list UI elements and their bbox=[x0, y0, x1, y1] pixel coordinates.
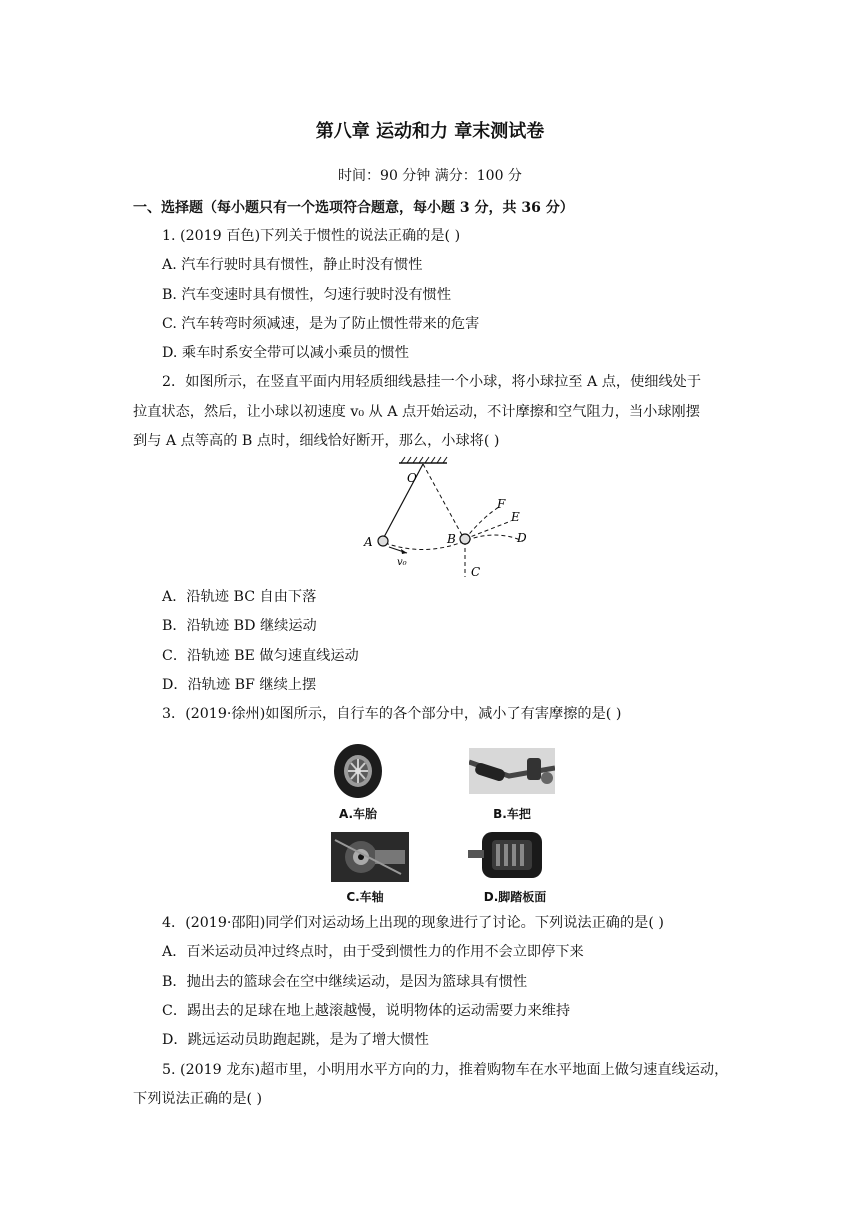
q2-option-b: B．沿轨迹 BD 继续运动 bbox=[162, 618, 317, 634]
q4-stem: 4．(2019·邵阳)同学们对运动场上出现的现象进行了讨论。下列说法正确的是( ) bbox=[162, 915, 664, 931]
q1-option-d: D. 乘车时系安全带可以减小乘员的惯性 bbox=[162, 345, 409, 361]
q4-option-a: A．百米运动员冲过终点时，由于受到惯性力的作用不会立即停下来 bbox=[162, 944, 584, 960]
q2-stem-line-1: 2．如图所示，在竖直平面内用轻质细线悬挂一个小球，将小球拉至 A 点，使细线处于 bbox=[162, 374, 702, 390]
q2-stem-line-2: 拉直状态，然后，让小球以初速度 v₀ 从 A 点开始运动，不计摩擦和空气阻力，当小球刚摆 bbox=[133, 404, 700, 420]
pedal-image bbox=[468, 826, 558, 884]
label-d: D bbox=[517, 531, 527, 545]
q2-option-c: C．沿轨迹 BE 做匀速直线运动 bbox=[162, 648, 359, 664]
caption-b: B.车把 bbox=[493, 807, 531, 821]
q3-stem: 3．(2019·徐州)如图所示，自行车的各个部分中，减小了有害摩擦的是( ) bbox=[162, 706, 622, 722]
q1-stem: 1. (2019 百色)下列关于惯性的说法正确的是( ) bbox=[162, 228, 461, 244]
axle-image bbox=[331, 832, 409, 882]
page-title: 第八章 运动和力 章末测试卷 bbox=[315, 121, 545, 142]
q5-stem-line-2: 下列说法正确的是( ) bbox=[133, 1091, 263, 1107]
tire-image bbox=[331, 742, 385, 800]
q1-option-b: B. 汽车变速时具有惯性，匀速行驶时没有惯性 bbox=[162, 287, 452, 303]
q1-option-c: C. 汽车转弯时须减速，是为了防止惯性带来的危害 bbox=[162, 316, 480, 332]
label-o: O bbox=[407, 471, 417, 485]
caption-c: C.车轴 bbox=[346, 890, 384, 904]
label-b: B bbox=[447, 532, 456, 546]
pendulum-figure bbox=[355, 455, 545, 583]
q4-option-d: D．跳远运动员助跑起跳，是为了增大惯性 bbox=[162, 1032, 429, 1048]
label-e: E bbox=[511, 510, 520, 524]
q2-option-a: A．沿轨迹 BC 自由下落 bbox=[162, 589, 317, 605]
caption-d: D.脚踏板面 bbox=[483, 890, 547, 904]
q1-option-a: A. 汽车行驶时具有惯性，静止时没有惯性 bbox=[162, 257, 423, 273]
label-a: A bbox=[364, 535, 373, 549]
q5-stem-line-1: 5. (2019 龙东)超市里，小明用水平方向的力，推着购物车在水平地面上做匀速直线运动， bbox=[162, 1062, 729, 1078]
q4-option-b: B．抛出去的篮球会在空中继续运动，是因为篮球具有惯性 bbox=[162, 974, 528, 990]
exam-meta: 时间：90 分钟 满分：100 分 bbox=[338, 168, 522, 184]
caption-a: A.车胎 bbox=[338, 807, 378, 821]
section-heading: 一、选择题（每小题只有一个选项符合题意，每小题 3 分，共 36 分） bbox=[133, 200, 574, 216]
q2-option-d: D．沿轨迹 BF 继续上摆 bbox=[162, 677, 317, 693]
q2-stem-line-3: 到与 A 点等高的 B 点时，细线恰好断开，那么，小球将( ) bbox=[133, 433, 500, 449]
label-v0: v₀ bbox=[397, 557, 407, 568]
handlebar-image bbox=[469, 748, 555, 794]
label-c: C bbox=[471, 565, 481, 579]
q4-option-c: C．踢出去的足球在地上越滚越慢，说明物体的运动需要力来维持 bbox=[162, 1003, 571, 1019]
label-f: F bbox=[497, 497, 506, 511]
